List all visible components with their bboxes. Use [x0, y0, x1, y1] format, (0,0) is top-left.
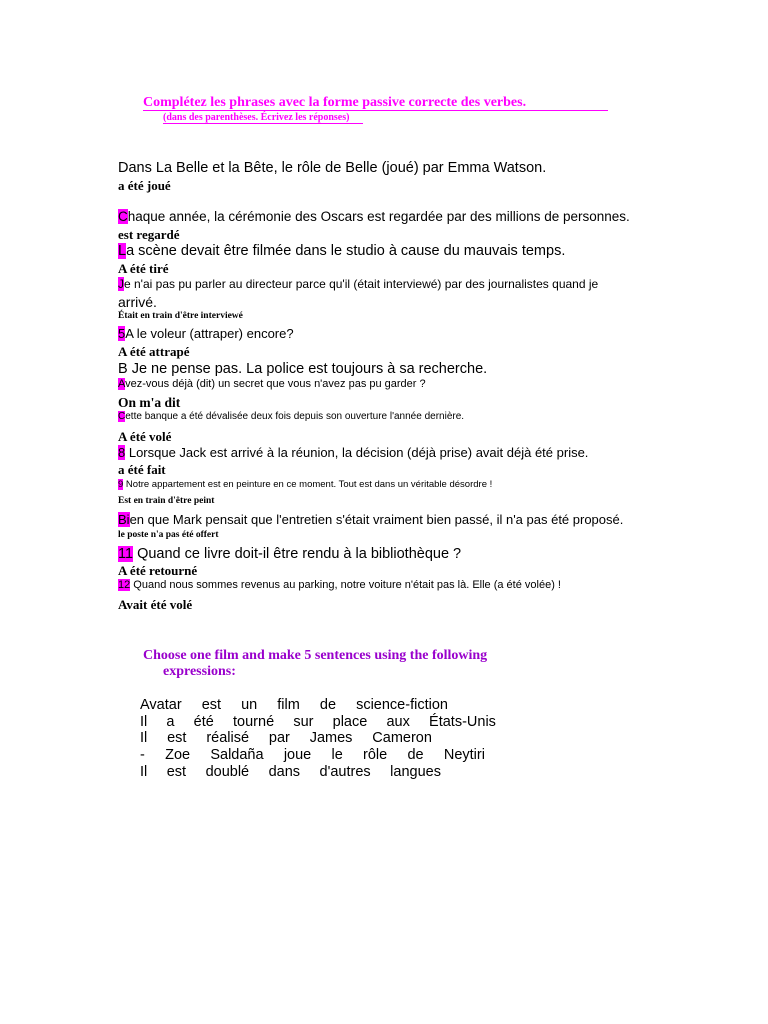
word: réalisé	[206, 730, 250, 746]
answer-4: Était en train d'être interviewé	[118, 311, 243, 321]
exercise-sentence-2	[118, 209, 630, 224]
answer-1: a été joué	[118, 178, 171, 193]
sentence-2-text: haque année, la cérémonie des Oscars est regardée par des millions de personnes.	[127, 209, 630, 224]
word: un	[241, 697, 258, 713]
exercise-sentence-1	[118, 160, 546, 176]
sentence-11-text: Quand ce livre doit-il être rendu à la bibliothèque ?	[133, 546, 462, 562]
word: Il	[140, 764, 148, 780]
section1-subtitle	[163, 112, 363, 123]
exercise-sentence-7	[118, 411, 464, 422]
word: rôle	[363, 747, 388, 763]
answer-3: A été tiré	[118, 261, 169, 276]
exercise-sentence-3	[118, 243, 565, 259]
film-sentence-2	[140, 714, 496, 730]
exercise-sentence-12	[118, 579, 561, 591]
sentence-5-reply: B Je ne pense pas. La police est toujours à sa recherche.	[118, 361, 488, 377]
sentence-7-text: ette banque a été dévalisée deux fois depuis son ouverture l'année dernière.	[125, 411, 465, 422]
answer-10: le poste n'a pas été offert	[118, 530, 219, 540]
film-sentence-3	[140, 730, 432, 746]
word: place	[332, 714, 368, 730]
word: film	[277, 697, 300, 713]
word: par	[268, 730, 290, 746]
answer-2: est regardé	[118, 227, 180, 242]
word: -	[140, 747, 145, 763]
word: Il	[140, 714, 148, 730]
exercise-sentence-8	[118, 445, 588, 460]
word: joue	[283, 747, 312, 763]
section1-subtitle-text: (dans des parenthèses. Écrivez les réponses)	[163, 112, 363, 124]
sentence-8-marker: 8	[118, 445, 126, 460]
sentence-3-text: a scène devait être filmée dans le studio à cause du mauvais temps.	[126, 243, 566, 259]
word: est	[166, 764, 187, 780]
sentence-12-text: Quand nous sommes revenus au parking, notre voiture n'était pas là. Elle (a été volée) !	[130, 579, 561, 591]
sentence-8-text: Lorsque Jack est arrivé à la réunion, la décision (déjà prise) avait déjà été prise.	[125, 445, 589, 460]
word: États-Unis	[429, 714, 496, 730]
word: a	[166, 714, 175, 730]
word: science-fiction	[356, 697, 448, 713]
film-sentence-5	[140, 764, 441, 780]
answer-8: a été fait	[118, 462, 166, 477]
sentence-4-continued: arrivé.	[118, 294, 157, 310]
word: aux	[386, 714, 410, 730]
section1-title	[143, 94, 608, 111]
exercise-sentence-4	[118, 277, 598, 291]
sentence-5-marker: 5	[118, 326, 126, 341]
word: de	[407, 747, 424, 763]
film-sentence-4	[140, 747, 485, 763]
sentence-1-text: Dans La Belle et la Bête, le rôle de Belle (joué) par Emma Watson.	[118, 160, 547, 176]
section1-title-text: Complétez les phrases avec la forme passive correcte des verbes.	[143, 95, 608, 111]
sentence-7-marker: C	[118, 411, 126, 422]
answer-9: Est en train d'être peint	[118, 496, 215, 506]
word: est	[201, 697, 222, 713]
sentence-5-text: A le voleur (attraper) encore?	[125, 326, 294, 341]
answer-11: A été retourné	[118, 563, 198, 578]
film-sentence-1	[140, 697, 448, 713]
sentence-11-marker: 11	[118, 546, 134, 562]
sentence-6-marker: A	[118, 378, 126, 390]
section2-title-line1: Choose one film and make 5 sentences using the following	[143, 648, 488, 663]
sentence-4-text: e n'ai pas pu parler au directeur parce qu'il (était interviewé) par des journalistes quand je	[124, 277, 599, 291]
word: est	[167, 730, 187, 746]
exercise-sentence-6	[118, 378, 426, 390]
section2-title-line2: expressions:	[163, 664, 236, 679]
word: de	[319, 697, 337, 713]
sentence-3-marker: L	[118, 243, 127, 259]
word: sur	[293, 714, 314, 730]
word: Cameron	[372, 730, 432, 746]
word: Neytiri	[443, 747, 485, 763]
word: Zoe	[165, 747, 191, 763]
sentence-12-marker: 12	[118, 579, 131, 591]
answer-6: On m'a dit	[118, 395, 181, 410]
exercise-sentence-9	[118, 479, 492, 490]
sentence-10-marker: Bi	[118, 512, 130, 527]
answer-12: Avait été volé	[118, 597, 193, 612]
sentence-9-text: Notre appartement est en peinture en ce moment. Tout est dans un véritable désordre !	[123, 479, 493, 490]
word: doublé	[205, 764, 250, 780]
word: d'autres	[319, 764, 371, 780]
answer-7: A été volé	[118, 429, 172, 444]
sentence-9-marker: 9	[118, 479, 124, 490]
answer-5: A été attrapé	[118, 344, 190, 359]
exercise-sentence-5	[118, 326, 294, 341]
word: dans	[268, 764, 301, 780]
sentence-6-text: vez-vous déjà (dit) un secret que vous n'avez pas pu garder ?	[125, 378, 426, 390]
word: tourné	[233, 714, 275, 730]
word: Avatar	[140, 697, 182, 713]
word: James	[309, 730, 353, 746]
sentence-4-marker: J	[118, 277, 124, 291]
word: Il	[140, 730, 148, 746]
word: Saldaña	[210, 747, 264, 763]
section2-title	[143, 647, 487, 664]
exercise-sentence-10	[118, 512, 623, 527]
word: langues	[390, 764, 441, 780]
word: été	[193, 714, 214, 730]
exercise-sentence-11	[118, 546, 461, 562]
sentence-10-text: en que Mark pensait que l'entretien s'était vraiment bien passé, il n'a pas été proposé.	[129, 512, 624, 527]
sentence-2-marker: C	[118, 209, 128, 224]
word: le	[331, 747, 343, 763]
